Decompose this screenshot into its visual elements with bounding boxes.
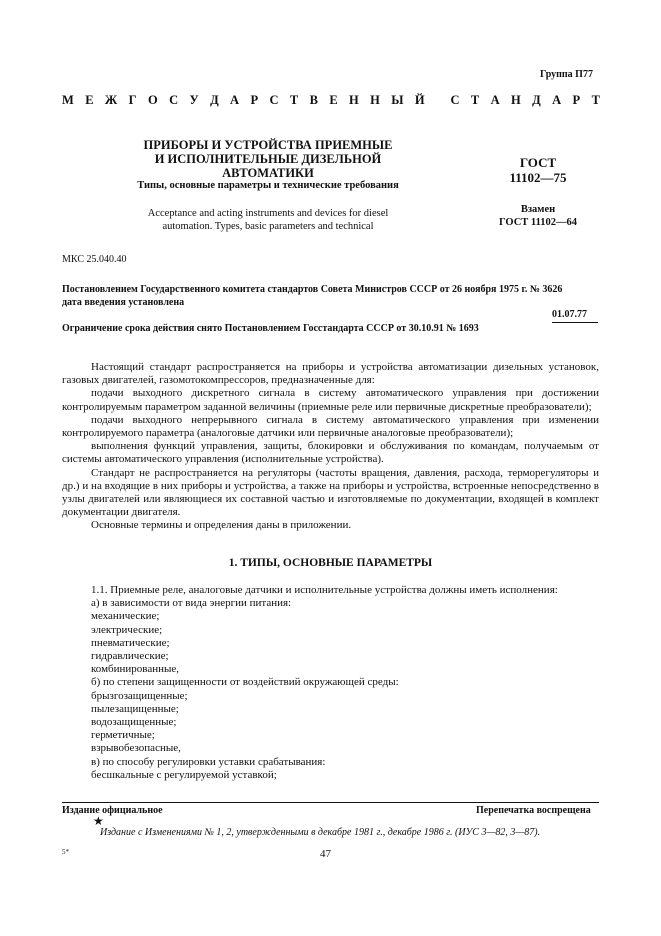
intro-paragraph: Стандарт не распространяется на регуляторы (частоты вращения, давления, расхода, терморегуляторы и др.) и на входящие в них приборы и устройства, а также на приборы и устройства, встроенные непосредственно в узлы двигателей или являющиеся их составной частью и изготовляемые по документации, входящей в комплект документации двигателя. <box>62 466 599 519</box>
decree-line-2: дата введения установлена <box>62 297 185 308</box>
list-item: механические; <box>91 610 160 623</box>
banner-letter: Т <box>591 93 600 107</box>
list-item: пылезащищенные; <box>91 702 179 715</box>
banner-letter: Д <box>210 93 219 107</box>
list-item: гидравлические; <box>91 650 169 663</box>
replaces-number: ГОСТ 11102—64 <box>498 217 578 228</box>
decree-line-1: Постановлением Государственного комитета стандартов Совета Министров СССР от 26 ноября 1975 г. № 3626 <box>62 284 563 295</box>
banner-letter: Е <box>85 93 94 107</box>
banner-letter: Р <box>572 93 581 107</box>
banner-letter: Т <box>470 93 480 107</box>
gost-designation <box>478 155 598 185</box>
star-icon: ★ <box>93 814 104 828</box>
intro-paragraph: выполнения функций управления, защиты, блокировки и обслуживания по командам, получаемым от системы автоматического управления (исполнительные устройства). <box>62 440 599 466</box>
banner-letter: А <box>490 93 500 107</box>
document-title <box>108 138 428 180</box>
intro-paragraph: подачи выходного непрерывного сигнала в систему автоматического управления при изменении контролируемого параметра (аналоговые датчики или первичные аналоговые преобразователи); <box>62 413 599 440</box>
banner-letter: Н <box>511 93 521 107</box>
banner-letter: Н <box>349 93 359 107</box>
section-heading: 1. ТИПЫ, ОСНОВНЫЕ ПАРАМЕТРЫ <box>228 557 433 569</box>
banner-letter: В <box>309 93 318 107</box>
list-item: водозащищенные; <box>91 716 177 729</box>
english-title-line-2: automation. Types, basic parameters and technical <box>162 221 374 232</box>
banner-letter: С <box>169 93 179 107</box>
intro-paragraph: Настоящий стандарт распространяется на приборы и устройства автоматизации дизельных установок, газовых двигателей, газомотокомпрессоров, предназначенные для: <box>62 361 599 387</box>
banner-letter: Й <box>414 93 425 107</box>
introduction-date: 01.07.77 <box>552 309 587 320</box>
standard-banner <box>62 93 600 108</box>
banner-letter: Г <box>128 93 137 107</box>
banner-letter: О <box>147 93 158 107</box>
banner-letter: У <box>189 93 199 107</box>
banner-letter: Т <box>289 93 299 107</box>
official-edition-label: Издание официальное <box>62 805 163 816</box>
banner-letter: Ы <box>391 93 404 107</box>
banner-letter: Р <box>250 93 259 107</box>
gost-label: ГОСТ <box>519 155 557 170</box>
english-title <box>108 207 428 233</box>
title-line-1: ПРИБОРЫ И УСТРОЙСТВА ПРИЕМНЫЕ <box>143 138 393 152</box>
list-item: брызгозащищенные; <box>91 689 188 702</box>
footer-divider <box>62 802 599 803</box>
banner-letter: А <box>552 93 562 107</box>
page-number: 47 <box>320 848 331 860</box>
reprint-notice: Перепечатка воспрещена <box>476 805 591 816</box>
date-underline <box>552 322 598 323</box>
banner-letter: С <box>269 93 279 107</box>
section-text <box>62 584 599 782</box>
decree-text <box>62 283 602 309</box>
intro-paragraph: Основные термины и определения даны в приложении. <box>91 519 352 532</box>
intro-text <box>62 361 599 533</box>
list-item: комбинированные, <box>91 663 180 676</box>
replaces-block <box>478 203 598 229</box>
list-item: герметичные; <box>91 729 155 742</box>
banner-letter: Е <box>329 93 338 107</box>
list-item: пневматические; <box>91 636 170 649</box>
list-item: электрические; <box>91 623 163 636</box>
banner-letter: А <box>230 93 240 107</box>
list-item: бесшкальные с регулируемой уставкой; <box>91 768 277 781</box>
title-line-2: И ИСПОЛНИТЕЛЬНЫЕ ДИЗЕЛЬНОЙ АВТОМАТИКИ <box>154 152 382 180</box>
banner-gap <box>436 93 439 108</box>
list-item: а) в зависимости от вида энергии питания: <box>91 597 292 610</box>
banner-letter: С <box>450 93 460 107</box>
edition-note: Издание с Изменениями № 1, 2, утвержденными в декабре 1981 г., декабре 1986 г. (ИУС 3—82, 3—87). <box>100 827 541 838</box>
banner-letter: Д <box>532 93 541 107</box>
restriction-note: Ограничение срока действия снято Постановлением Госстандарта СССР от 30.10.91 № 1693 <box>62 323 479 334</box>
list-item: б) по степени защищенности от воздействий окружающей среды: <box>91 676 399 689</box>
gost-number: 11102—75 <box>509 170 567 185</box>
intro-paragraph: подачи выходного дискретного сигнала в систему автоматического управления при достижении контролируемым параметром заданной величины (приемные реле или первичные дискретные преобразователи); <box>62 387 599 413</box>
document-subtitle: Типы, основные параметры и технические требования <box>137 180 399 191</box>
signature-mark: 5* <box>62 848 69 856</box>
list-item: в) по способу регулировки уставки срабатывания: <box>91 755 326 768</box>
mks-code: МКС 25.040.40 <box>62 254 127 265</box>
group-code: Группа П77 <box>540 69 593 80</box>
banner-letter: Ж <box>104 93 118 107</box>
english-title-line-1: Acceptance and acting instruments and devices for diesel <box>147 208 389 219</box>
clause-paragraph: 1.1. Приемные реле, аналоговые датчики и исполнительные устройства должны иметь исполнения: <box>91 584 558 596</box>
list-item: взрывобезопасные, <box>91 742 181 755</box>
banner-letter: Н <box>370 93 380 107</box>
replaces-label: Взамен <box>520 204 556 215</box>
banner-letter: М <box>62 93 74 107</box>
